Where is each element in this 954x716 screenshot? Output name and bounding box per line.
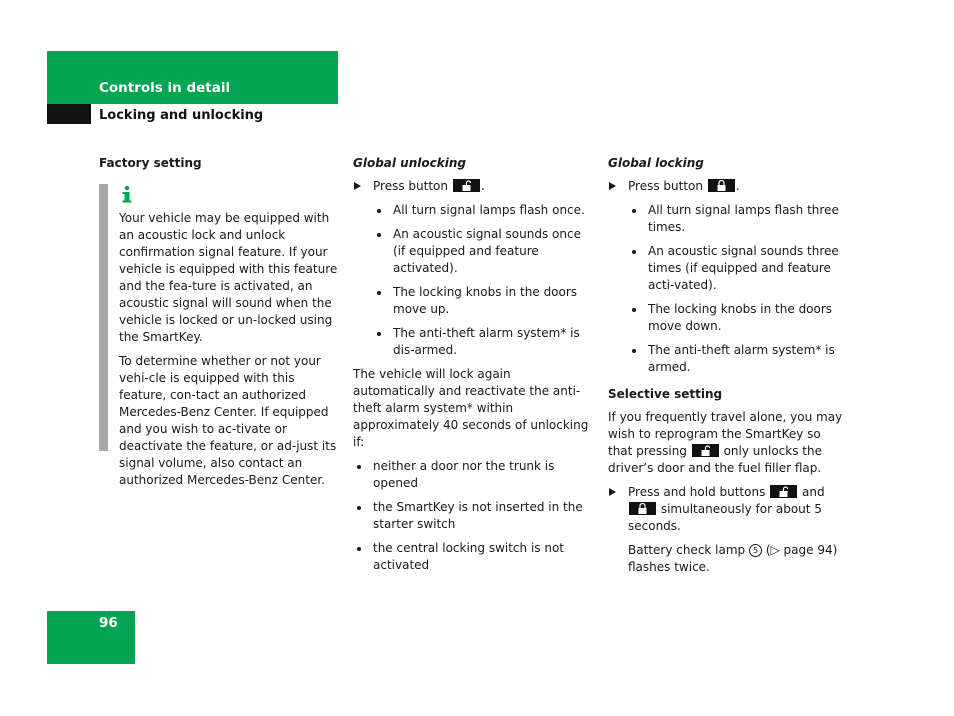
lock-key-icon — [629, 502, 656, 515]
lock-step — [608, 178, 848, 195]
column-global-unlocking — [353, 155, 593, 581]
list-item: neither a door nor the trunk is opened — [353, 458, 593, 492]
page-reference[interactable]: (▷ page 94) — [765, 543, 838, 557]
relock-conditions-list — [353, 458, 593, 574]
global-locking-heading: Global locking — [608, 156, 704, 170]
arrow-right-icon — [609, 182, 616, 190]
battery-check-paragraph: Battery check lamp 5 (▷ page 94) flashes twice. — [628, 543, 838, 574]
selective-paragraph: If you frequently travel alone, you may wish to reprogram the SmartKey so that pressing only unlocks the driver’s door and the fuel filler flap. — [608, 410, 843, 475]
info-note — [99, 184, 339, 489]
list-item: The locking knobs in the doors move down. — [628, 301, 848, 335]
header-band — [47, 51, 338, 104]
column-factory-setting — [99, 155, 339, 496]
list-item: An acoustic signal sounds once (if equipped and feature activated). — [373, 226, 593, 277]
lock-key-icon — [708, 179, 735, 192]
info-icon — [119, 184, 135, 204]
list-item: All turn signal lamps flash once. — [373, 202, 593, 219]
note-paragraph-1: Your vehicle may be equipped with an acoustic lock and unlock confirmation signal feature. If your vehicle is equipped with this feature and the fea-ture is activated, an acoustic signal will sound when the vehicle is locked or un-locked using the SmartKey. — [119, 211, 338, 344]
unlock-results-list — [353, 202, 593, 359]
lock-step-text: Press button — [628, 179, 703, 193]
arrow-right-icon — [354, 182, 361, 190]
lock-step-end: . — [735, 179, 740, 193]
list-item: All turn signal lamps flash three times. — [628, 202, 848, 236]
selective-setting-heading: Selective setting — [608, 387, 723, 401]
unlock-step-text: Press button — [373, 179, 448, 193]
unlock-key-icon — [692, 444, 719, 457]
list-item: the central locking switch is not activated — [353, 540, 593, 574]
unlock-key-icon — [770, 485, 797, 498]
relock-paragraph: The vehicle will lock again automatically and reactivate the anti-theft alarm system* within approximately 40 seconds of unlocking if: — [353, 367, 589, 449]
list-item: An acoustic signal sounds three times (if equipped and feature acti-vated). — [628, 243, 848, 294]
page-number: 96 — [99, 615, 118, 631]
unlock-step-end: . — [480, 179, 485, 193]
arrow-right-icon — [609, 488, 616, 496]
factory-setting-heading: Factory setting — [99, 156, 202, 170]
note-bar — [99, 184, 108, 451]
list-item: The anti-theft alarm system* is armed. — [628, 342, 848, 376]
hold-step: Press and hold buttons and simultaneously for about 5 seconds. — [608, 484, 848, 535]
column-global-locking — [608, 155, 848, 583]
unlock-step — [353, 178, 593, 195]
list-item: The anti-theft alarm system* is dis-armed. — [373, 325, 593, 359]
page-number-box — [47, 611, 135, 664]
global-unlocking-heading: Global unlocking — [353, 156, 466, 170]
unlock-key-icon — [453, 179, 480, 192]
header-marker — [47, 104, 91, 124]
section-title: Controls in detail — [99, 80, 231, 96]
note-paragraph-2: To determine whether or not your vehi-cle is equipped with this feature, con-tact an authorized Mercedes-Benz Center. If equipped and you wish to ac-tivate or deactivate the feature, or ad-just its signal volume, also contact an authorized Mercedes-Benz Center. — [119, 354, 337, 487]
list-item: The locking knobs in the doors move up. — [373, 284, 593, 318]
lock-results-list — [608, 202, 848, 376]
callout-number: 5 — [749, 544, 762, 557]
page-subtitle: Locking and unlocking — [99, 108, 264, 123]
list-item: the SmartKey is not inserted in the starter switch — [353, 499, 593, 533]
